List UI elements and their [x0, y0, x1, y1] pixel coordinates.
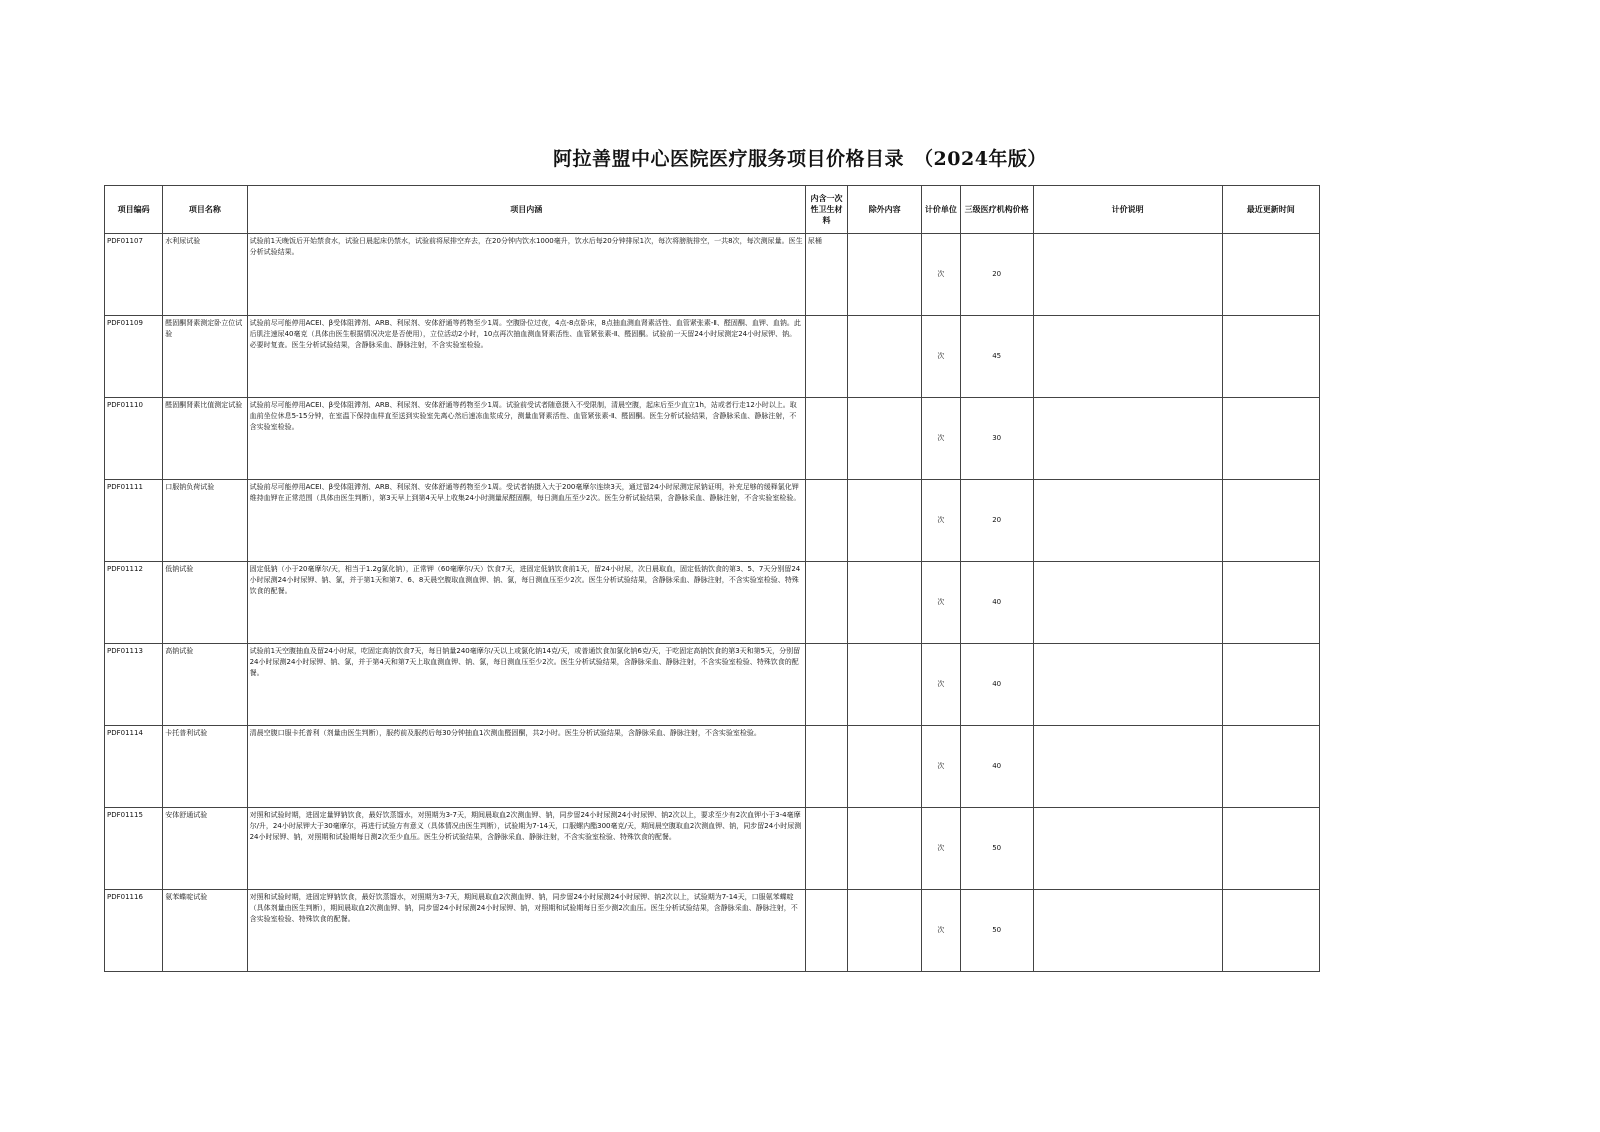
table-header-row	[105, 186, 1320, 234]
cell-unit: 次	[922, 398, 960, 480]
cell-content: 对照和试验时期，进固定量钾钠饮食，最好饮蒸馏水，对照期为3-7天，期间晨取血2次测血钾、钠，同步留24小时尿测24小时尿钾、钠2次以上，要求至少有2次血钾小于3-4毫摩尔/升，24小时尿钾大于30毫摩尔，再进行试验方有意义（具体情况由医生判断），试验期为7-14天，口服螺内酯300毫克/天，期间晨空腹取血2次测血钾、钠，同步留24小时尿测24小时尿钾、钠，对照期和试验期每日测2次至少血压。医生分析试验结果，含静脉采血、静脉注射，不含实验室检验、特殊饮食的配餐。	[247, 808, 805, 890]
cell-name: 醛固酮肾素测定卧立位试验	[163, 316, 247, 398]
cell-price: 30	[960, 398, 1033, 480]
table-row	[105, 644, 1320, 726]
cell-material	[805, 316, 847, 398]
cell-exclude	[848, 234, 922, 316]
cell-exclude	[848, 890, 922, 972]
cell-material	[805, 562, 847, 644]
cell-note	[1033, 398, 1222, 480]
cell-exclude	[848, 808, 922, 890]
cell-content: 清晨空腹口服卡托普利（剂量由医生判断），服药前及服药后每30分钟抽血1次测血醛固酮，共2小时。医生分析试验结果，含静脉采血、静脉注射，不含实验室检验。	[247, 726, 805, 808]
cell-price: 20	[960, 480, 1033, 562]
page-title: 阿拉善盟中心医院医疗服务项目价格目录 （2024年版）	[553, 148, 1047, 170]
cell-exclude	[848, 562, 922, 644]
cell-name: 水利尿试验	[163, 234, 247, 316]
cell-content: 试验前尽可能停用ACEI、β受体阻滞剂、ARB、利尿剂、安体舒通等药物至少1周。试验前受试者随意摄入不受限制，清晨空腹，起床后至少直立1h，站或者行走12小时以上。取血前坐位休息5-15分钟，在室温下保持血样直至送到实验室先离心然后速冻血浆成分，测量血肾素活性、血管紧张素-Ⅱ、醛固酮。医生分析试验结果，含静脉采血、静脉注射，不含实验室检验。	[247, 398, 805, 480]
cell-name: 醛固酮肾素比值测定试验	[163, 398, 247, 480]
cell-note	[1033, 316, 1222, 398]
cell-updated	[1222, 316, 1319, 398]
cell-code: PDF01116	[105, 890, 163, 972]
cell-price: 50	[960, 808, 1033, 890]
cell-exclude	[848, 726, 922, 808]
cell-code: PDF01107	[105, 234, 163, 316]
header-price: 三级医疗机构价格	[960, 186, 1033, 234]
table-row	[105, 234, 1320, 316]
cell-material	[805, 480, 847, 562]
cell-code: PDF01114	[105, 726, 163, 808]
cell-unit: 次	[922, 808, 960, 890]
table-row	[105, 398, 1320, 480]
header-updated: 最近更新时间	[1222, 186, 1319, 234]
cell-content: 固定低钠（小于20毫摩尔/天，相当于1.2g氯化钠），正常钾（60毫摩尔/天）饮食7天，进固定低钠饮食前1天，留24小时尿，次日晨取血，固定低钠饮食的第3、5、7天分别留24小时尿测24小时尿钾、钠、氯，并于第1天和第7、6、8天晨空腹取血测血钾、钠、氯，每日测血压至少2次。医生分析试验结果，含静脉采血、静脉注射，不含实验室检验、特殊饮食的配餐。	[247, 562, 805, 644]
cell-exclude	[848, 316, 922, 398]
cell-updated	[1222, 726, 1319, 808]
cell-material: 尿桶	[805, 234, 847, 316]
cell-name: 高钠试验	[163, 644, 247, 726]
cell-name: 氨苯蝶啶试验	[163, 890, 247, 972]
cell-unit: 次	[922, 316, 960, 398]
cell-note	[1033, 726, 1222, 808]
cell-name: 低钠试验	[163, 562, 247, 644]
cell-name: 口服钠负荷试验	[163, 480, 247, 562]
table-row	[105, 480, 1320, 562]
cell-material	[805, 808, 847, 890]
cell-updated	[1222, 890, 1319, 972]
cell-code: PDF01111	[105, 480, 163, 562]
cell-material	[805, 398, 847, 480]
cell-code: PDF01109	[105, 316, 163, 398]
cell-note	[1033, 480, 1222, 562]
cell-note	[1033, 890, 1222, 972]
cell-exclude	[848, 480, 922, 562]
cell-code: PDF01115	[105, 808, 163, 890]
cell-updated	[1222, 562, 1319, 644]
header-code: 项目编码	[105, 186, 163, 234]
cell-code: PDF01112	[105, 562, 163, 644]
header-content: 项目内涵	[247, 186, 805, 234]
table-row	[105, 316, 1320, 398]
cell-content: 试验前1天晚饭后开始禁食水，试验日晨起床仍禁水，试验前将尿排空弃去，在20分钟内饮水1000毫升，饮水后每20分钟排尿1次，每次将膀胱排空，一共8次，每次测尿量。医生分析试验结果。	[247, 234, 805, 316]
header-note: 计价说明	[1033, 186, 1222, 234]
cell-unit: 次	[922, 562, 960, 644]
cell-exclude	[848, 644, 922, 726]
cell-price: 40	[960, 644, 1033, 726]
cell-updated	[1222, 398, 1319, 480]
cell-updated	[1222, 808, 1319, 890]
cell-updated	[1222, 234, 1319, 316]
cell-note	[1033, 644, 1222, 726]
cell-note	[1033, 234, 1222, 316]
cell-content: 对照和试验时期，进固定钾钠饮食，最好饮蒸馏水，对照期为3-7天，期间晨取血2次测血钾、钠，同步留24小时尿测24小时尿钾、钠2次以上，试验期为7-14天，口服氨苯蝶啶（具体剂量由医生判断），期间晨取血2次测血钾、钠，同步留24小时尿测24小时尿钾、钠，对照期和试验期每日至少测2次血压。医生分析试验结果，含静脉采血、静脉注射，不含实验室检验、特殊饮食的配餐。	[247, 890, 805, 972]
cell-unit: 次	[922, 234, 960, 316]
cell-price: 40	[960, 726, 1033, 808]
cell-exclude	[848, 398, 922, 480]
cell-note	[1033, 562, 1222, 644]
cell-updated	[1222, 644, 1319, 726]
cell-material	[805, 644, 847, 726]
cell-price: 20	[960, 234, 1033, 316]
table-row	[105, 808, 1320, 890]
cell-price: 45	[960, 316, 1033, 398]
price-table	[104, 185, 1320, 972]
header-material: 内含一次性卫生材料	[805, 186, 847, 234]
cell-note	[1033, 808, 1222, 890]
cell-name: 安体舒通试验	[163, 808, 247, 890]
table-row	[105, 890, 1320, 972]
cell-content: 试验前尽可能停用ACEI、β受体阻滞剂、ARB、利尿剂、安体舒通等药物至少1周。空腹卧位过夜，4点-8点卧床，8点抽血测血肾素活性、血管紧张素-Ⅱ、醛固酮、血钾、血钠。此后肌注速尿40毫克（具体由医生根据情况决定是否使用），立位活动2小时，10点再次抽血测血肾素活性、血管紧张素-Ⅱ、醛固酮。试验前一天留24小时尿测定24小时尿钾、钠。必要时复查。医生分析试验结果，含静脉采血、静脉注射，不含实验室检验。	[247, 316, 805, 398]
cell-content: 试验前尽可能停用ACEI、β受体阻滞剂、ARB、利尿剂、安体舒通等药物至少1周。受试者钠摄入大于200毫摩尔连续3天，通过留24小时尿测定尿钠证明，补充足够的缓释氯化钾维持血钾在正常范围（具体由医生判断），第3天早上到第4天早上收集24小时测量尿醛固酮，每日测血压至少2次。医生分析试验结果，含静脉采血、静脉注射，不含实验室检验。	[247, 480, 805, 562]
table-row	[105, 562, 1320, 644]
cell-material	[805, 726, 847, 808]
cell-content: 试验前1天空腹抽血及留24小时尿，吃固定高钠饮食7天，每日钠量240毫摩尔/天以上或氯化钠14克/天，或普通饮食加氯化钠6克/天，于吃固定高钠饮食的第3天和第5天，分别留24小时尿测24小时尿钾、钠、氯，并于第4天和第7天上取血测血钾、钠、氯，每日测血压至少2次。医生分析试验结果，含静脉采血、静脉注射，不含实验室检验、特殊饮食的配餐。	[247, 644, 805, 726]
table-row	[105, 726, 1320, 808]
cell-unit: 次	[922, 480, 960, 562]
header-exclude: 除外内容	[848, 186, 922, 234]
header-name: 项目名称	[163, 186, 247, 234]
cell-code: PDF01113	[105, 644, 163, 726]
cell-code: PDF01110	[105, 398, 163, 480]
cell-unit: 次	[922, 644, 960, 726]
cell-unit: 次	[922, 890, 960, 972]
cell-price: 40	[960, 562, 1033, 644]
header-unit: 计价单位	[922, 186, 960, 234]
cell-price: 50	[960, 890, 1033, 972]
cell-name: 卡托普利试验	[163, 726, 247, 808]
cell-unit: 次	[922, 726, 960, 808]
cell-material	[805, 890, 847, 972]
cell-updated	[1222, 480, 1319, 562]
